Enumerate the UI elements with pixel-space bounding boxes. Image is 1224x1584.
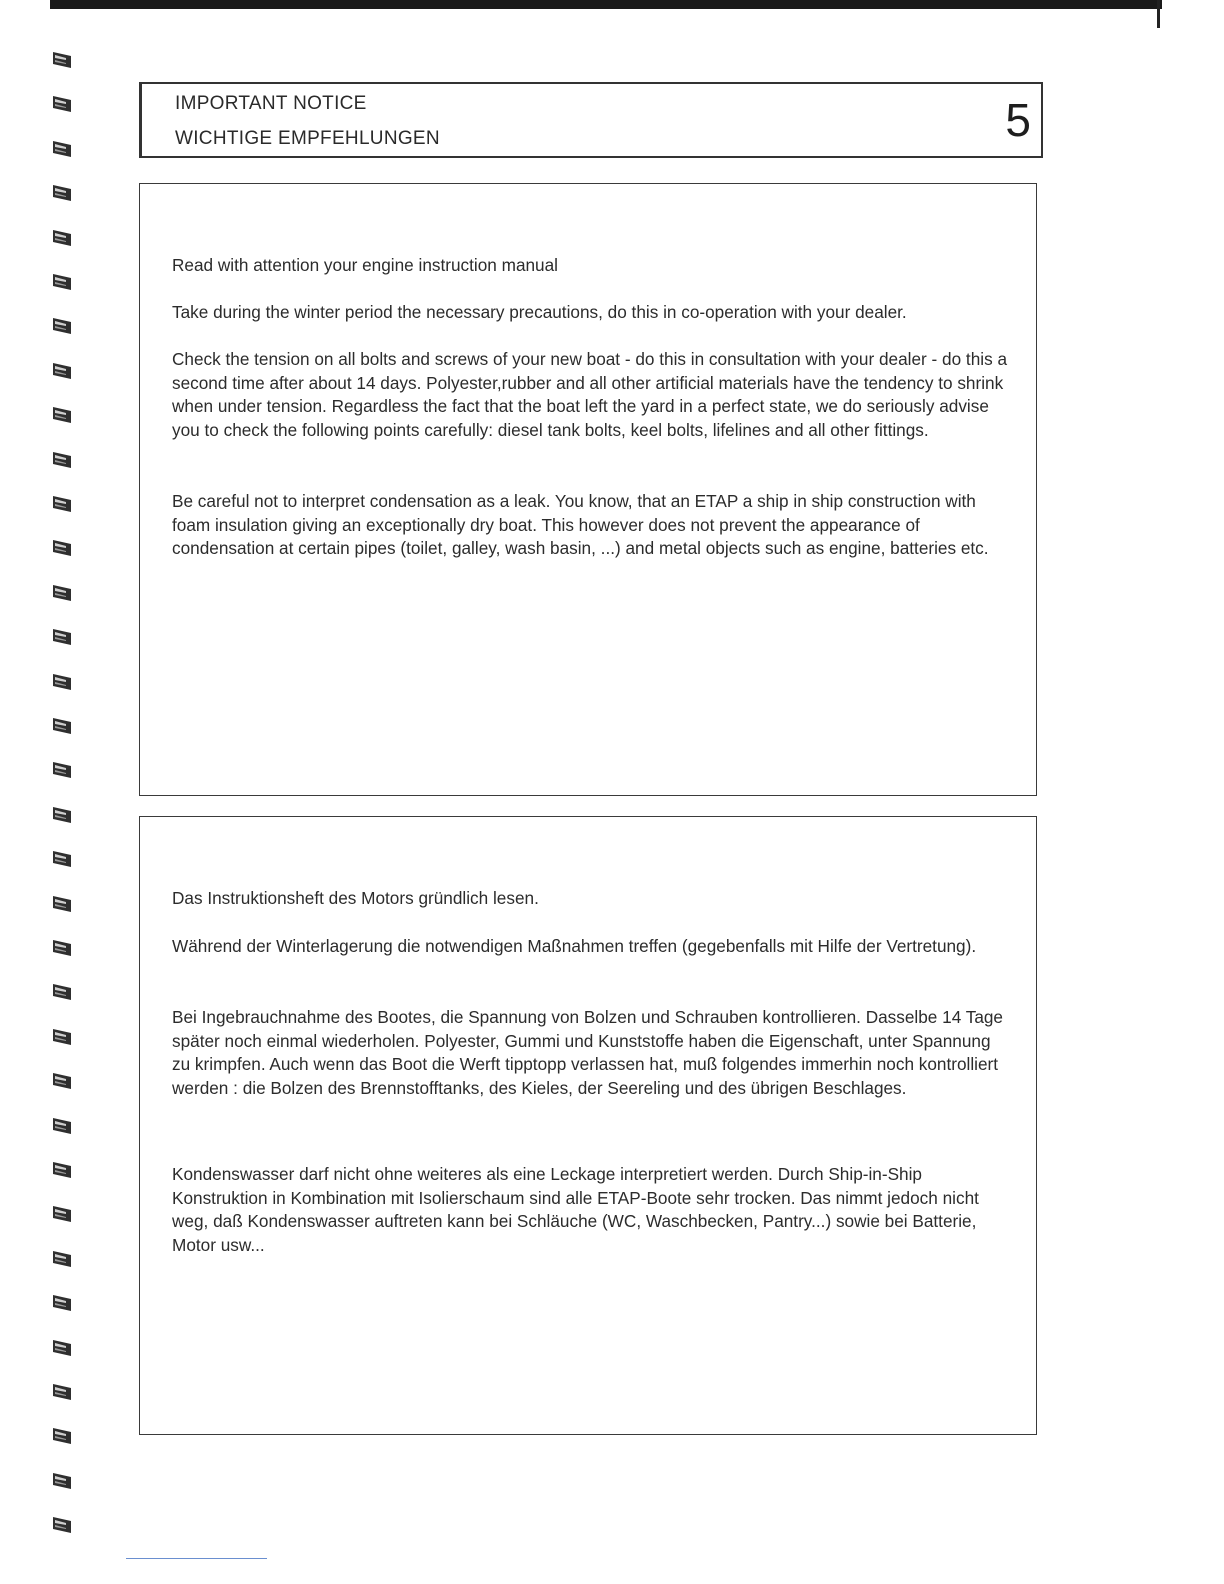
footer-rule xyxy=(126,1558,267,1559)
en-paragraph-engine-manual: Read with attention your engine instruction manual xyxy=(172,255,558,275)
english-notice-box xyxy=(139,183,1037,796)
binding-ring-icon xyxy=(50,938,74,958)
binding-ring-icon xyxy=(50,1249,74,1269)
binding-ring-icon xyxy=(50,1426,74,1446)
binding-ring-icon xyxy=(50,94,74,114)
binding-ring-icon xyxy=(50,849,74,869)
en-paragraph-bolts: Check the tension on all bolts and screws of your new boat - do this in consultation with your dealer - do this a second time after about 14 days. Polyester,rubber and all other artificial materials have the tendency to shrink when under tension. Regardless the fact that the boat left the yard in a perfect state, we do seriously advise you to check the following points carefully: diesel tank bolts, keel bolts, lifelines and all other fittings. xyxy=(172,349,1008,440)
de-paragraph-condensation: Kondenswasser darf nicht ohne weiteres als eine Leckage interpretiert werden. Durch Ship-in-Ship Konstruktion in Kombination mit Isolierschaum sind alle ETAP-Boote sehr trocken. Das nimmt jedoch nicht weg, daß Kondenswasser auftreten kann bei Schläuche (WC, Waschbecken, Pantry...) sowie bei Batterie, Motor usw... xyxy=(172,1164,979,1255)
de-paragraph-engine-manual: Das Instruktionsheft des Motors gründlich lesen. xyxy=(172,888,539,908)
binding-ring-icon xyxy=(50,716,74,736)
binding-ring-icon xyxy=(50,316,74,336)
scan-right-edge xyxy=(1157,0,1160,28)
binding-ring-icon xyxy=(50,405,74,425)
en-paragraph-winter: Take during the winter period the necessary precautions, do this in co-operation with your dealer. xyxy=(172,302,907,322)
binding-ring-icon xyxy=(50,894,74,914)
spiral-binding xyxy=(50,50,76,1570)
binding-ring-icon xyxy=(50,1338,74,1358)
binding-ring-icon xyxy=(50,672,74,692)
binding-ring-icon xyxy=(50,583,74,603)
binding-ring-icon xyxy=(50,1382,74,1402)
binding-ring-icon xyxy=(50,760,74,780)
binding-ring-icon xyxy=(50,1160,74,1180)
binding-ring-icon xyxy=(50,272,74,292)
binding-ring-icon xyxy=(50,494,74,514)
binding-ring-icon xyxy=(50,1071,74,1091)
binding-ring-icon xyxy=(50,627,74,647)
binding-ring-icon xyxy=(50,1027,74,1047)
binding-ring-icon xyxy=(50,1116,74,1136)
de-paragraph-winter: Während der Winterlagerung die notwendigen Maßnahmen treffen (gegebenfalls mit Hilfe der Vertretung). xyxy=(172,936,977,956)
binding-ring-icon xyxy=(50,228,74,248)
binding-ring-icon xyxy=(50,450,74,470)
scan-top-edge xyxy=(50,0,1162,9)
de-paragraph-bolts: Bei Ingebrauchnahme des Bootes, die Spannung von Bolzen und Schrauben kontrollieren. Dasselbe 14 Tage später noch einmal wiederholen. Polyester, Gummi und Kunststoffe haben die Eigenschaft, unter Spannung zu krimpfen. Auch wenn das Boot die Werft tipptopp verlassen hat, muß folgendes immerhin noch kontrolliert werden : die Bolzen des Brennstofftanks, des Kieles, der Seereling und des übrigen Beschlages. xyxy=(172,1007,1003,1098)
binding-ring-icon xyxy=(50,982,74,1002)
header-title-de: WICHTIGE EMPFEHLUNGEN xyxy=(175,128,440,149)
page-number: 5 xyxy=(1005,94,1031,146)
notice-header xyxy=(139,82,1043,158)
binding-ring-icon xyxy=(50,183,74,203)
binding-ring-icon xyxy=(50,139,74,159)
binding-ring-icon xyxy=(50,50,74,70)
binding-ring-icon xyxy=(50,1471,74,1491)
german-notice-box xyxy=(139,816,1037,1435)
binding-ring-icon xyxy=(50,1293,74,1313)
binding-ring-icon xyxy=(50,805,74,825)
binding-ring-icon xyxy=(50,538,74,558)
en-paragraph-condensation: Be careful not to interpret condensation as a leak. You know, that an ETAP a ship in ship construction with foam insulation giving an exceptionally dry boat. This however does not prevent the appearance of condensation at certain pipes (toilet, galley, wash basin, ...) and metal objects such as engine, batteries etc. xyxy=(172,491,989,558)
binding-ring-icon xyxy=(50,1204,74,1224)
binding-ring-icon xyxy=(50,1515,74,1535)
binding-ring-icon xyxy=(50,361,74,381)
header-title-en: IMPORTANT NOTICE xyxy=(175,93,367,114)
